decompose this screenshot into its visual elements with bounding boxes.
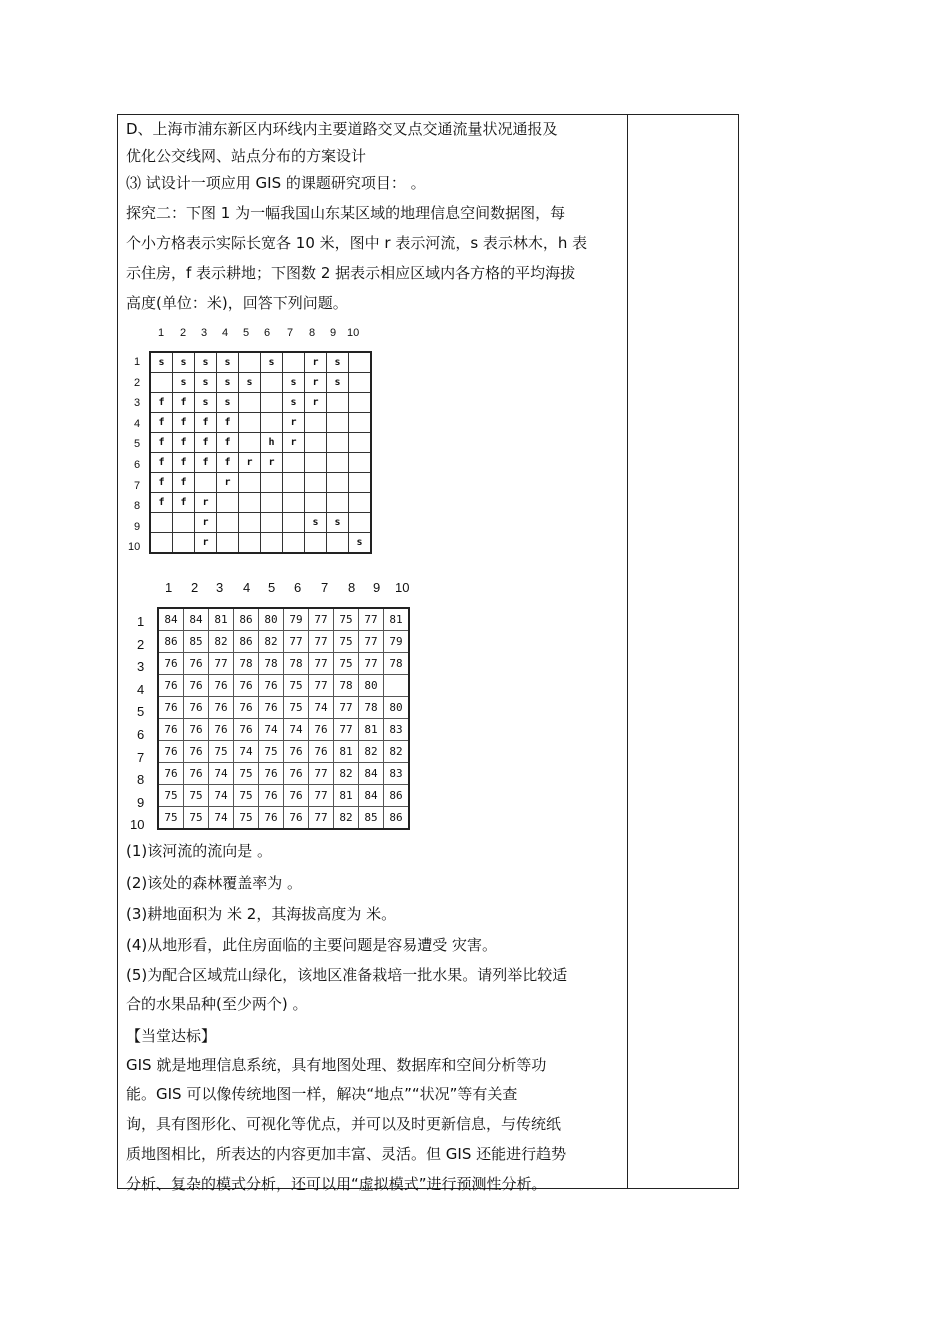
elevation-cell: 82	[384, 741, 410, 763]
grid2-row-label: 3	[137, 659, 145, 675]
land-use-cell	[239, 493, 261, 513]
grid2-row-label: 4	[137, 681, 145, 697]
paragraph-line: 分析、复杂的模式分析，还可以用“虚拟模式”进行预测性分析。	[126, 1175, 547, 1193]
land-use-cell: f	[150, 493, 173, 513]
elevation-cell: 74	[309, 697, 334, 719]
land-use-cell	[261, 413, 283, 433]
grid-row	[158, 631, 409, 653]
grid-row	[150, 393, 371, 413]
land-use-cell	[327, 533, 349, 554]
land-use-cell	[217, 513, 239, 533]
elevation-cell: 76	[158, 697, 184, 719]
grid-row	[150, 413, 371, 433]
elevation-cell: 76	[284, 741, 309, 763]
elevation-cell: 79	[284, 608, 309, 631]
text-line: 高度(单位：米)，回答下列问题。	[126, 294, 348, 312]
land-use-cell	[173, 533, 195, 554]
grid2-row-label: 5	[137, 704, 145, 720]
land-use-cell: s	[217, 373, 239, 393]
elevation-cell: 77	[309, 608, 334, 631]
land-use-cell: f	[195, 413, 217, 433]
grid1-col-label: 2	[180, 327, 187, 339]
grid1-col-label: 7	[287, 327, 294, 339]
elevation-cell: 76	[184, 675, 209, 697]
land-use-cell: f	[217, 453, 239, 473]
land-use-cell	[217, 493, 239, 513]
elevation-cell: 76	[184, 653, 209, 675]
elevation-cell: 83	[384, 719, 410, 741]
grid2-row-label: 7	[137, 749, 145, 765]
text-line: 优化公交线网、站点分布的方案设计	[126, 147, 367, 165]
land-use-cell: f	[150, 473, 173, 493]
land-use-cell: s	[239, 373, 261, 393]
elevation-cell: 76	[184, 719, 209, 741]
grid2-row-label: 9	[137, 794, 145, 810]
elevation-cell: 78	[234, 653, 259, 675]
elevation-cell: 76	[158, 653, 184, 675]
land-use-cell	[305, 473, 327, 493]
question-2: (2)该处的森林覆盖率为 。	[126, 874, 303, 892]
elevation-cell: 77	[359, 608, 384, 631]
elevation-cell: 76	[158, 675, 184, 697]
elevation-cell: 78	[284, 653, 309, 675]
elevation-cell: 81	[384, 608, 410, 631]
land-use-cell: f	[173, 393, 195, 413]
land-use-cell	[327, 473, 349, 493]
elevation-cell: 77	[309, 675, 334, 697]
elevation-cell: 78	[259, 653, 284, 675]
land-use-cell	[349, 393, 372, 413]
grid1-col-label: 9	[330, 327, 337, 339]
elevation-cell: 77	[359, 653, 384, 675]
grid2-col-label: 8	[348, 580, 356, 595]
land-use-cell: r	[261, 453, 283, 473]
elevation-cell: 76	[158, 741, 184, 763]
land-use-cell	[261, 373, 283, 393]
grid-row	[158, 741, 409, 763]
land-use-cell	[173, 513, 195, 533]
land-use-cell: f	[173, 473, 195, 493]
text-line: 个小方格表示实际长宽各 10 米，图中 r 表示河流，s 表示林木，h 表	[126, 234, 588, 252]
grid1-row-label: 5	[134, 438, 141, 451]
land-use-cell: s	[349, 533, 372, 554]
elevation-cell: 82	[259, 631, 284, 653]
paragraph-line: 询，具有图形化、可视化等优点，并可以及时更新信息，与传统纸	[126, 1115, 562, 1133]
land-use-cell: f	[173, 433, 195, 453]
elevation-cell: 84	[184, 608, 209, 631]
land-use-cell	[239, 413, 261, 433]
land-use-cell	[261, 513, 283, 533]
elevation-cell: 80	[359, 675, 384, 697]
elevation-cell: 75	[284, 697, 309, 719]
elevation-cell: 76	[259, 697, 284, 719]
elevation-cell: 76	[234, 697, 259, 719]
land-use-cell	[217, 533, 239, 554]
grid-row	[150, 473, 371, 493]
land-use-cell: s	[283, 373, 305, 393]
grid-row	[158, 697, 409, 719]
elevation-cell: 74	[234, 741, 259, 763]
elevation-cell: 75	[284, 675, 309, 697]
elevation-cell: 81	[209, 608, 234, 631]
grid2-col-label: 2	[191, 580, 199, 595]
elevation-cell: 77	[209, 653, 234, 675]
land-use-cell	[349, 373, 372, 393]
question-3: (3)耕地面积为 米 2，其海拔高度为 米。	[126, 905, 397, 923]
elevation-cell: 75	[334, 608, 359, 631]
land-use-cell	[349, 453, 372, 473]
elevation-cell: 77	[309, 807, 334, 830]
elevation-cell: 76	[309, 719, 334, 741]
grid2-col-label: 10	[395, 580, 410, 595]
grid1-row-label: 4	[134, 417, 141, 430]
land-use-cell: f	[195, 433, 217, 453]
section-title: 【当堂达标】	[126, 1027, 217, 1045]
land-use-cell	[349, 493, 372, 513]
grid2-row-label: 1	[137, 614, 145, 629]
elevation-cell: 76	[158, 763, 184, 785]
land-use-cell: s	[217, 352, 239, 373]
grid1-row-label: 6	[134, 459, 141, 471]
elevation-cell: 86	[234, 631, 259, 653]
elevation-cell: 77	[309, 785, 334, 807]
land-use-cell	[349, 513, 372, 533]
land-use-cell	[327, 433, 349, 453]
grid-row	[158, 785, 409, 807]
grid2-col-label: 1	[165, 580, 173, 595]
grid1-col-label: 5	[243, 327, 250, 339]
grid-row	[150, 493, 371, 513]
land-use-cell: f	[173, 493, 195, 513]
land-use-cell: r	[195, 493, 217, 513]
land-use-cell	[349, 352, 372, 373]
land-use-cell: s	[150, 352, 173, 373]
elevation-cell: 76	[259, 675, 284, 697]
land-use-cell	[327, 493, 349, 513]
land-use-cell	[239, 352, 261, 373]
elevation-cell: 76	[284, 785, 309, 807]
land-use-cell	[239, 533, 261, 554]
grid1-col-label: 4	[222, 327, 229, 339]
grid1-row-label: 10	[128, 541, 141, 554]
land-use-cell	[261, 493, 283, 513]
elevation-cell: 83	[384, 763, 410, 785]
land-use-cell: r	[305, 373, 327, 393]
elevation-cell: 75	[184, 807, 209, 830]
elevation-cell: 75	[259, 741, 284, 763]
land-use-cell: r	[305, 393, 327, 413]
elevation-cell: 74	[209, 763, 234, 785]
paragraph-line: 能。GIS 可以像传统地图一样，解决“地点”“状况”等有关查	[126, 1085, 518, 1103]
grid-row	[158, 653, 409, 675]
elevation-cell: 77	[334, 697, 359, 719]
land-use-cell: f	[150, 453, 173, 473]
elevation-cell: 76	[259, 763, 284, 785]
land-use-cell	[239, 393, 261, 413]
paragraph-line: 质地图相比，所表达的内容更加丰富、灵活。但 GIS 还能进行趋势	[126, 1145, 567, 1163]
question-5-cont: 合的水果品种(至少两个) 。	[126, 995, 308, 1013]
land-use-grid	[149, 351, 372, 554]
question-1: (1)该河流的流向是 。	[126, 842, 273, 860]
land-use-cell: s	[327, 513, 349, 533]
grid1-row-label: 1	[134, 356, 141, 368]
elevation-cell: 77	[309, 763, 334, 785]
elevation-cell: 76	[234, 675, 259, 697]
elevation-cell: 82	[359, 741, 384, 763]
grid-row	[150, 373, 371, 393]
land-use-cell	[239, 433, 261, 453]
land-use-cell: s	[173, 352, 195, 373]
elevation-cell: 74	[259, 719, 284, 741]
elevation-cell: 75	[334, 631, 359, 653]
elevation-cell: 76	[209, 675, 234, 697]
grid2-row-label: 2	[137, 636, 145, 652]
elevation-cell: 76	[259, 807, 284, 830]
grid-row	[150, 453, 371, 473]
elevation-cell: 75	[334, 653, 359, 675]
elevation-cell: 74	[209, 785, 234, 807]
land-use-cell	[305, 533, 327, 554]
land-use-cell	[305, 433, 327, 453]
elevation-cell: 82	[334, 807, 359, 830]
land-use-cell	[305, 413, 327, 433]
grid2-col-label: 9	[373, 580, 381, 595]
land-use-cell	[239, 513, 261, 533]
land-use-cell: f	[150, 393, 173, 413]
land-use-cell: r	[195, 533, 217, 554]
grid1-row-label: 9	[134, 520, 141, 533]
land-use-cell: f	[217, 413, 239, 433]
grid1-row-label: 7	[134, 479, 141, 492]
elevation-cell: 77	[309, 653, 334, 675]
grid-row	[150, 433, 371, 453]
question-5: (5)为配合区域荒山绿化，该地区准备栽培一批水果。请列举比较适	[126, 966, 568, 984]
land-use-cell: s	[327, 373, 349, 393]
elevation-cell: 76	[284, 807, 309, 830]
elevation-cell: 75	[158, 807, 184, 830]
grid2-row-label: 8	[137, 772, 145, 788]
land-use-cell: s	[283, 393, 305, 413]
land-use-cell: r	[283, 433, 305, 453]
grid-row	[158, 763, 409, 785]
land-use-cell	[283, 473, 305, 493]
elevation-cell: 76	[158, 719, 184, 741]
elevation-cell: 76	[209, 719, 234, 741]
land-use-cell	[150, 373, 173, 393]
land-use-cell: r	[239, 453, 261, 473]
elevation-cell: 77	[284, 631, 309, 653]
elevation-cell: 86	[384, 807, 410, 830]
elevation-cell: 76	[184, 741, 209, 763]
grid-row	[158, 807, 409, 830]
land-use-cell	[327, 453, 349, 473]
elevation-cell: 76	[284, 763, 309, 785]
land-use-cell	[327, 393, 349, 413]
land-use-cell	[195, 473, 217, 493]
grid2-col-label: 5	[268, 580, 276, 595]
land-use-cell	[150, 513, 173, 533]
grid1-row-label: 2	[134, 376, 141, 389]
elevation-cell: 77	[359, 631, 384, 653]
land-use-cell	[261, 533, 283, 554]
land-use-cell: h	[261, 433, 283, 453]
elevation-cell: 86	[234, 608, 259, 631]
grid-row	[158, 608, 409, 631]
land-use-cell	[283, 453, 305, 473]
grid1-row-label: 3	[134, 397, 141, 410]
text-line: 探究二：下图 1 为一幅我国山东某区域的地理信息空间数据图，每	[126, 204, 566, 222]
grid1-row-label: 8	[134, 500, 141, 513]
elevation-cell: 81	[334, 741, 359, 763]
grid2-col-label: 7	[321, 580, 329, 595]
land-use-cell: s	[305, 513, 327, 533]
grid2-col-label: 3	[216, 580, 224, 595]
elevation-cell: 85	[359, 807, 384, 830]
land-use-cell: r	[217, 473, 239, 493]
elevation-cell: 84	[359, 763, 384, 785]
elevation-cell: 76	[184, 697, 209, 719]
column-divider	[627, 114, 628, 1189]
elevation-cell: 84	[158, 608, 184, 631]
elevation-cell: 76	[209, 697, 234, 719]
land-use-cell: r	[305, 352, 327, 373]
land-use-cell	[283, 352, 305, 373]
land-use-cell: r	[195, 513, 217, 533]
land-use-cell: s	[195, 352, 217, 373]
elevation-cell: 75	[158, 785, 184, 807]
elevation-cell: 75	[209, 741, 234, 763]
elevation-cell: 82	[334, 763, 359, 785]
elevation-cell: 80	[384, 697, 410, 719]
land-use-cell	[305, 493, 327, 513]
grid2-col-label: 6	[294, 580, 302, 595]
grid-row	[158, 675, 409, 697]
land-use-cell	[349, 433, 372, 453]
land-use-cell: s	[195, 393, 217, 413]
elevation-grid	[157, 607, 410, 830]
land-use-cell: f	[150, 413, 173, 433]
land-use-cell: f	[195, 453, 217, 473]
land-use-cell	[283, 493, 305, 513]
land-use-cell: f	[173, 413, 195, 433]
elevation-cell: 77	[334, 719, 359, 741]
text-line: ⑶ 试设计一项应用 GIS 的课题研究项目： 。	[126, 174, 426, 192]
elevation-cell: 76	[184, 763, 209, 785]
land-use-cell	[261, 393, 283, 413]
land-use-cell	[283, 513, 305, 533]
land-use-cell	[283, 533, 305, 554]
grid-row	[150, 352, 371, 373]
elevation-cell: 81	[359, 719, 384, 741]
land-use-cell: s	[195, 373, 217, 393]
land-use-cell: s	[261, 352, 283, 373]
elevation-cell: 75	[234, 785, 259, 807]
elevation-cell: 78	[334, 675, 359, 697]
elevation-cell: 86	[158, 631, 184, 653]
land-use-cell: s	[173, 373, 195, 393]
elevation-cell: 80	[259, 608, 284, 631]
grid-row	[158, 719, 409, 741]
land-use-cell: f	[217, 433, 239, 453]
grid-row	[150, 533, 371, 554]
land-use-cell: s	[327, 352, 349, 373]
elevation-cell: 81	[334, 785, 359, 807]
land-use-cell: r	[283, 413, 305, 433]
text-line: D、上海市浦东新区内环线内主要道路交叉点交通流量状况通报及	[126, 120, 558, 138]
grid1-col-label: 6	[264, 327, 271, 339]
grid1-col-label: 8	[309, 327, 316, 339]
elevation-cell: 85	[184, 631, 209, 653]
elevation-cell: 77	[309, 631, 334, 653]
grid2-col-label: 4	[243, 580, 251, 595]
elevation-cell: 75	[234, 807, 259, 830]
elevation-cell: 79	[384, 631, 410, 653]
elevation-cell	[384, 675, 410, 697]
elevation-cell: 76	[234, 719, 259, 741]
land-use-cell: s	[217, 393, 239, 413]
elevation-cell: 82	[209, 631, 234, 653]
question-4: (4)从地形看，此住房面临的主要问题是容易遭受 灾害。	[126, 936, 498, 954]
land-use-cell	[239, 473, 261, 493]
elevation-cell: 74	[209, 807, 234, 830]
land-use-cell	[305, 453, 327, 473]
text-line: 示住房，f 表示耕地；下图数 2 据表示相应区域内各方格的平均海拔	[126, 264, 576, 282]
grid1-col-label: 1	[158, 327, 165, 339]
elevation-cell: 74	[284, 719, 309, 741]
land-use-cell: f	[150, 433, 173, 453]
elevation-cell: 78	[384, 653, 410, 675]
elevation-cell: 84	[359, 785, 384, 807]
land-use-cell: f	[173, 453, 195, 473]
grid1-col-label: 10	[347, 327, 360, 339]
land-use-cell	[349, 473, 372, 493]
land-use-cell	[150, 533, 173, 554]
elevation-cell: 76	[259, 785, 284, 807]
land-use-cell	[349, 413, 372, 433]
grid2-row-label: 10	[130, 817, 145, 833]
elevation-cell: 75	[234, 763, 259, 785]
land-use-cell	[327, 413, 349, 433]
land-use-cell	[261, 473, 283, 493]
grid-row	[150, 513, 371, 533]
elevation-cell: 76	[309, 741, 334, 763]
elevation-cell: 86	[384, 785, 410, 807]
elevation-cell: 75	[184, 785, 209, 807]
grid1-col-label: 3	[201, 327, 208, 339]
grid2-row-label: 6	[137, 727, 145, 742]
elevation-cell: 78	[359, 697, 384, 719]
paragraph-line: GIS 就是地理信息系统，具有地图处理、数据库和空间分析等功	[126, 1056, 547, 1074]
